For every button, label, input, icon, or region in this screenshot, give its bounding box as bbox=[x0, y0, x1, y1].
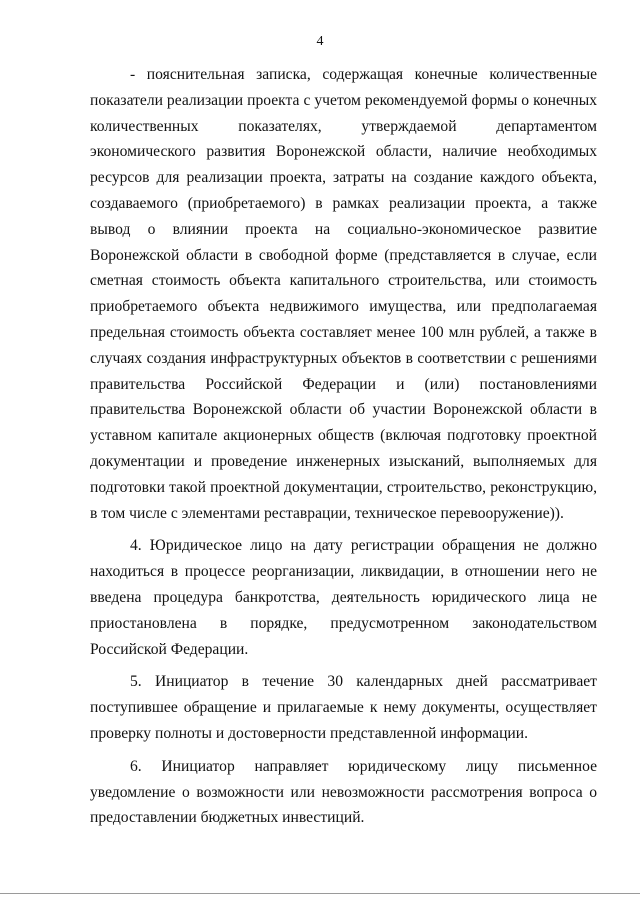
paragraph-item-5: 5. Инициатор в течение 30 календарных дней рассматривает поступившее обращение и прилагаемые к нему документы, осуществляет проверку полноты и достоверности представленной информации. bbox=[90, 673, 597, 742]
document-body bbox=[90, 62, 597, 831]
page-bottom-rule bbox=[0, 893, 640, 894]
paragraph-item-4: 4. Юридическое лицо на дату регистрации обращения не должно находиться в процессе реорганизации, ликвидации, в отношении него не введена процедура банкротства, деятельность юридического лица не приостановлена в порядке, предусмотренном законодательством Российской Федерации. bbox=[90, 537, 597, 658]
paragraph-explanatory-note: - пояснительная записка, содержащая конечные количественные показатели реализации проекта с учетом рекомендуемой формы о конечных количественных показателях, утверждаемой департаментом экономического развития Воронежской области, наличие необходимых ресурсов для реализации проекта, затраты на создание каждого объекта, создаваемого (приобретаемого) в рамках реализации проекта, а также вывод о влиянии проекта на социально-экономическое развитие Воронежской области в свободной форме (представляется в случае, если сметная стоимость объекта капитального строительства, или стоимость приобретаемого объекта недвижимого имущества, или предполагаемая предельная стоимость объекта составляет менее 100 млн рублей, а также в случаях создания инфраструктурных объектов в соответствии с решениями правительства Российской Федерации и (или) постановлениями правительства Воронежской области об участии Воронежской области в уставном капитале акционерных обществ (включая подготовку проектной документации и проведение инженерных изысканий, выполняемых для подготовки такой проектной документации, строительство, реконструкцию, в том числе с элементами реставрации, техническое перевооружение)). bbox=[90, 66, 597, 522]
page-number: 4 bbox=[316, 34, 324, 49]
paragraph-item-6: 6. Инициатор направляет юридическому лицу письменное уведомление о возможности или невозможности рассмотрения вопроса о предоставлении бюджетных инвестиций. bbox=[90, 757, 597, 827]
